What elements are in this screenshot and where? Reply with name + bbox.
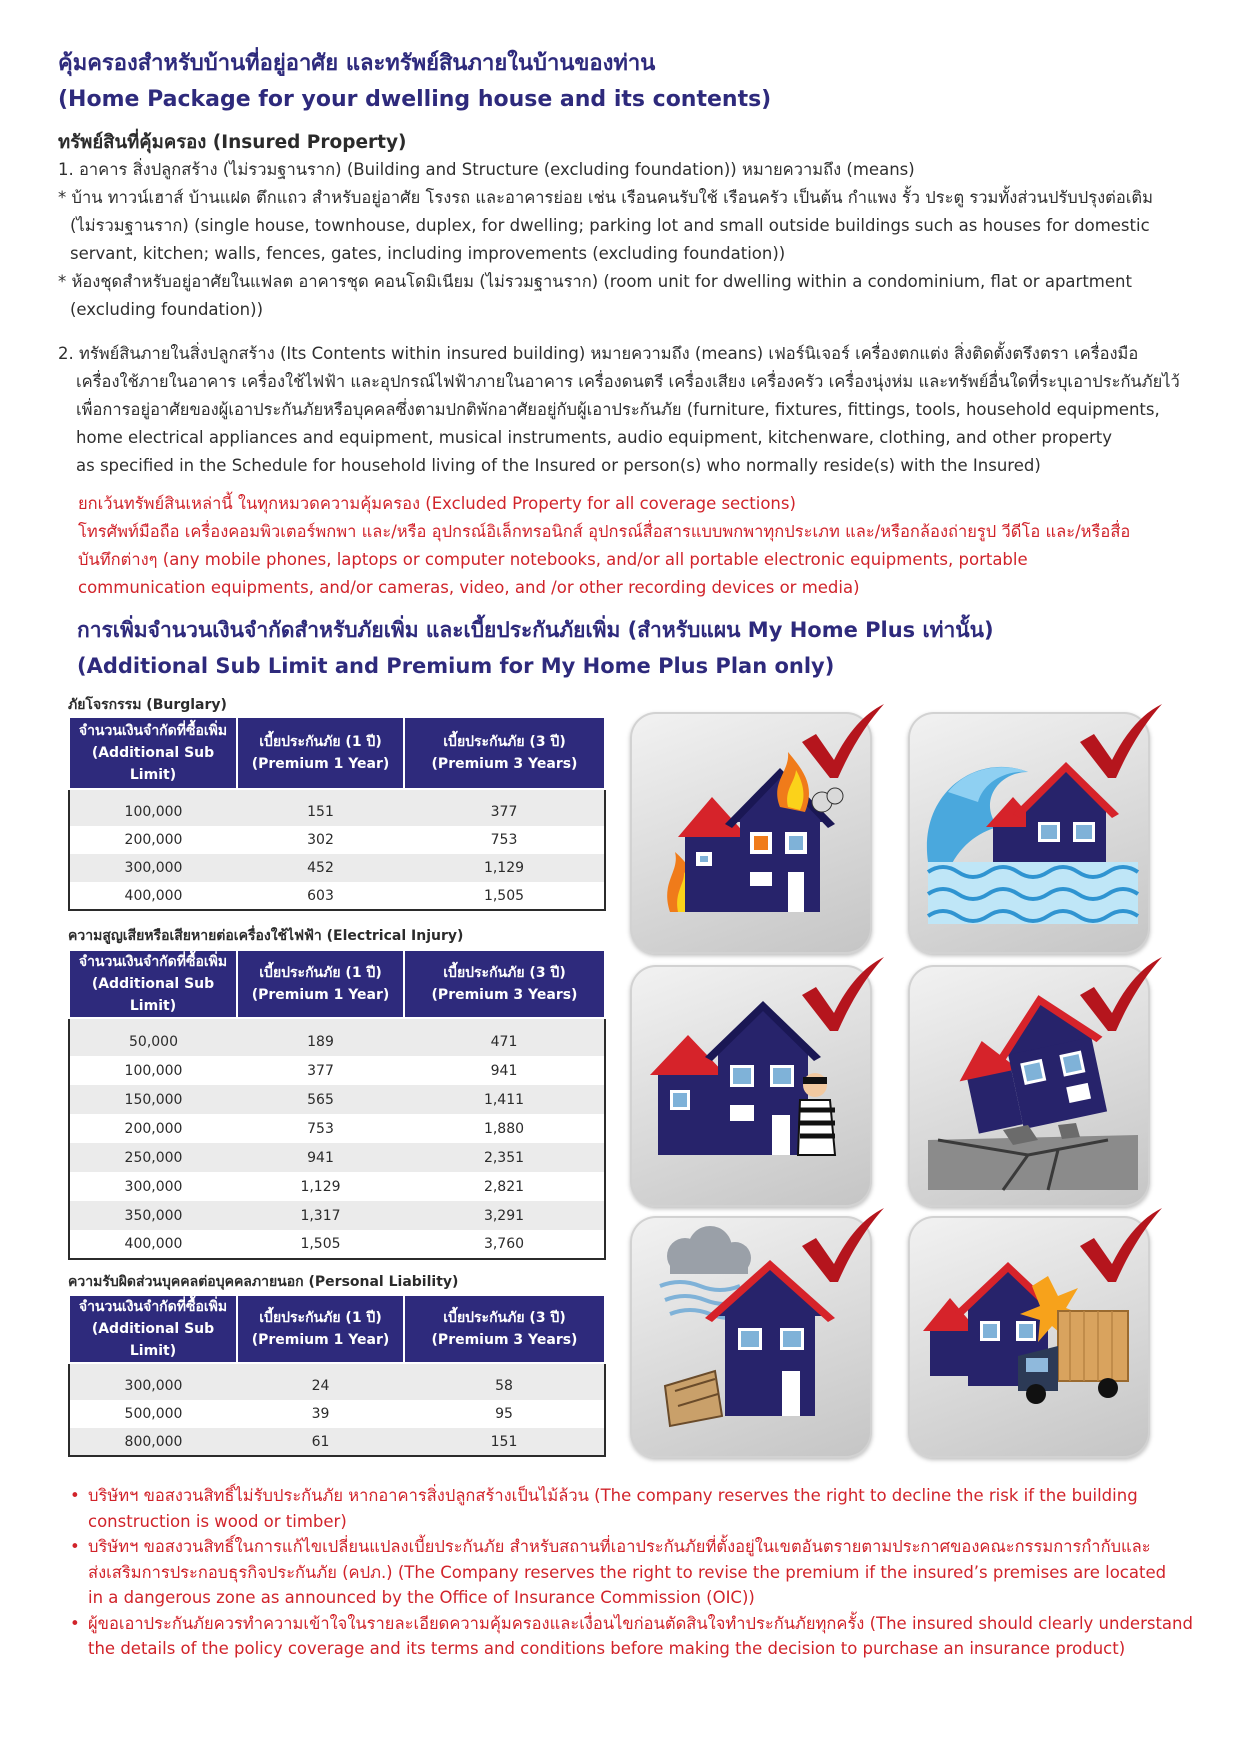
sub-limit-cell: 100,000 xyxy=(69,798,237,826)
premium-3-years-cell: 1,505 xyxy=(404,882,605,910)
insured-property-line: (ไม่รวมฐานราก) (single house, townhouse, duplex, for dwelling; parking lot and small outside buildings such as houses for domestic xyxy=(70,216,1150,235)
insured-property-line: as specified in the Schedule for household living of the Insured or person(s) who normally reside(s) with the Insured) xyxy=(76,456,1041,475)
note-line: ส่งเสริมการประกอบธุรกิจประกันภัย (คปภ.) (The Company reserves the right to revise the premium if the insured’s premises are located xyxy=(88,1562,1167,1582)
sub-limit-cell: 100,000 xyxy=(69,1056,237,1085)
column-header-sub-limit: จำนวนเงินจำกัดที่ซื้อเพิ่ม (Additional Sub Limit) xyxy=(69,717,237,789)
premium-1-year-cell: 61 xyxy=(237,1428,404,1456)
table-spacer-row xyxy=(69,789,605,798)
excluded-property-line: communication equipments, and/or cameras, video, and /or other recording devices or media) xyxy=(78,578,860,597)
premium-3-years-cell: 753 xyxy=(404,826,605,854)
table-row xyxy=(69,882,605,910)
insured-property-line: * บ้าน ทาวน์เฮาส์ บ้านแฝด ตึกแถว สำหรับอยู่อาศัย โรงรถ และอาคารย่อย เช่น เรือนคนรับใช้ เรือนครัว เป็นต้น กำแพง รั้ว ประตู รวมทั้งส่วนปรับปรุงต่อเติม xyxy=(58,188,1154,207)
insured-property-line: เครื่องใช้ภายในอาคาร เครื่องใช้ไฟฟ้า และอุปกรณ์ไฟฟ้าภายในอาคาร เครื่องดนตรี เครื่องเสียง เครื่องครัว เครื่องนุ่งห่ม และทรัพย์อื่นใดที่ระบุเอาประกันภัยไว้ xyxy=(76,372,1180,391)
premium-1-year-cell: 1,129 xyxy=(237,1172,404,1201)
note-line: บริษัทฯ ขอสงวนสิทธิ์ไม่รับประกันภัย หากอาคารสิ่งปลูกสร้างเป็นไม้ล้วน (The company reserves the right to decline the risk if the building xyxy=(88,1486,1138,1505)
burglary-table xyxy=(68,716,606,911)
premium-3-years-cell: 58 xyxy=(404,1372,605,1400)
column-header-sub-limit: จำนวนเงินจำกัดที่ซื้อเพิ่ม (Additional Sub Limit) xyxy=(69,1295,237,1363)
note-item xyxy=(70,1483,1200,1534)
table-row xyxy=(69,1056,605,1085)
sub-limit-cell: 400,000 xyxy=(69,882,237,910)
check-mark-icon xyxy=(1076,702,1166,782)
premium-3-years-cell: 377 xyxy=(404,798,605,826)
personal-liability-table xyxy=(68,1294,606,1457)
premium-1-year-cell: 377 xyxy=(237,1056,404,1085)
sub-limit-cell: 800,000 xyxy=(69,1428,237,1456)
table-row xyxy=(69,1230,605,1259)
premium-1-year-cell: 302 xyxy=(237,826,404,854)
additional-sub-limit-title xyxy=(77,612,994,684)
premium-1-year-cell: 1,317 xyxy=(237,1201,404,1230)
premium-1-year-cell: 39 xyxy=(237,1400,404,1428)
note-line: construction is wood or timber) xyxy=(88,1511,347,1531)
bullet-icon: • xyxy=(70,1537,80,1556)
note-line: the details of the policy coverage and its terms and conditions before making the decision to purchase an insurance product) xyxy=(88,1639,1126,1658)
page-title-english: (Home Package for your dwelling house and its contents) xyxy=(58,87,772,112)
insured-property-line: 1. อาคาร สิ่งปลูกสร้าง (ไม่รวมฐานราก) (Building and Structure (excluding foundation)) หมายความถึง (means) xyxy=(58,160,915,179)
premium-1-year-cell: 1,505 xyxy=(237,1230,404,1259)
premium-3-years-cell: 1,129 xyxy=(404,854,605,882)
electrical-table-caption: ความสูญเสียหรือเสียหายต่อเครื่องใช้ไฟฟ้า (Electrical Injury) xyxy=(68,928,464,944)
bullet-icon: • xyxy=(70,1613,80,1633)
sub-limit-cell: 200,000 xyxy=(69,826,237,854)
additional-title-english: (Additional Sub Limit and Premium for My Home Plus Plan only) xyxy=(77,654,835,678)
table-row xyxy=(69,1027,605,1056)
premium-3-years-cell: 2,351 xyxy=(404,1143,605,1172)
table-row xyxy=(69,1201,605,1230)
excluded-property-line: โทรศัพท์มือถือ เครื่องคอมพิวเตอร์พกพา และ/หรือ อุปกรณ์อิเล็กทรอนิกส์ อุปกรณ์สื่อสารแบบพกพาทุกประเภท และ/หรือกล้องถ่ายรูป วีดีโอ และ/หรือสื่อ xyxy=(78,522,1131,541)
column-header-sub-limit: จำนวนเงินจำกัดที่ซื้อเพิ่ม (Additional Sub Limit) xyxy=(69,950,237,1018)
burglary-table-caption: ภัยโจรกรรม (Burglary) xyxy=(68,697,227,713)
check-mark-icon xyxy=(798,1206,888,1286)
liability-table-caption: ความรับผิดส่วนบุคคลต่อบุคคลภายนอก (Personal Liability) xyxy=(68,1274,459,1290)
additional-title-thai: การเพิ่มจำนวนเงินจำกัดสำหรับภัยเพิ่ม และเบี้ยประกันภัยเพิ่ม (สำหรับแผน My Home Plus เท่านั้น) xyxy=(77,618,994,642)
flood-house-icon xyxy=(908,712,1150,954)
premium-1-year-cell: 753 xyxy=(237,1114,404,1143)
table-row xyxy=(69,1143,605,1172)
table-spacer-row xyxy=(69,1018,605,1027)
premium-3-years-cell: 471 xyxy=(404,1027,605,1056)
note-line: in a dangerous zone as announced by the Office of Insurance Commission (OIC)) xyxy=(88,1588,755,1607)
insured-property-line: 2. ทรัพย์สินภายในสิ่งปลูกสร้าง (Its Contents within insured building) หมายความถึง (means) เฟอร์นิเจอร์ เครื่องตกแต่ง สิ่งติดตั้งตรึงตรา เครื่องมือ xyxy=(58,344,1139,363)
table-row xyxy=(69,1400,605,1428)
note-item xyxy=(70,1611,1200,1662)
sub-limit-cell: 200,000 xyxy=(69,1114,237,1143)
table-row xyxy=(69,1172,605,1201)
premium-3-years-cell: 1,411 xyxy=(404,1085,605,1114)
insured-property-heading: ทรัพย์สินที่คุ้มครอง (Insured Property) xyxy=(58,132,407,153)
sub-limit-cell: 300,000 xyxy=(69,1172,237,1201)
insured-property-line: servant, kitchen; walls, fences, gates, including improvements (excluding foundation)) xyxy=(70,244,786,263)
column-header-premium-3-years: เบี้ยประกันภัย (3 ปี) (Premium 3 Years) xyxy=(404,717,605,789)
sub-limit-cell: 250,000 xyxy=(69,1143,237,1172)
table-spacer-row xyxy=(69,1363,605,1372)
table-row xyxy=(69,798,605,826)
table-row xyxy=(69,826,605,854)
earthquake-house-icon xyxy=(908,965,1150,1207)
premium-1-year-cell: 603 xyxy=(237,882,404,910)
storm-house-icon xyxy=(630,1216,872,1458)
premium-1-year-cell: 151 xyxy=(237,798,404,826)
insured-property-line: * ห้องชุดสำหรับอยู่อาศัยในแฟลต อาคารชุด คอนโดมิเนียม (ไม่รวมฐานราก) (room unit for dwelling within a condominium, flat or apartment xyxy=(58,272,1132,291)
sub-limit-cell: 150,000 xyxy=(69,1085,237,1114)
note-line: บริษัทฯ ขอสงวนสิทธิ์ในการแก้ไขเปลี่ยนแปลงเบี้ยประกันภัย สำหรับสถานที่เอาประกันภัยที่ตั้งอยู่ในเขตอันตรายตามประกาศของคณะกรรมการกำกับและ xyxy=(88,1537,1151,1556)
premium-3-years-cell: 95 xyxy=(404,1400,605,1428)
sub-limit-cell: 400,000 xyxy=(69,1230,237,1259)
sub-limit-cell: 350,000 xyxy=(69,1201,237,1230)
excluded-property-line: บันทึกต่างๆ (any mobile phones, laptops or computer notebooks, and/or all portable electronic equipments, portable xyxy=(78,550,1028,569)
premium-1-year-cell: 189 xyxy=(237,1027,404,1056)
excluded-property-heading: ยกเว้นทรัพย์สินเหล่านี้ ในทุกหมวดความคุ้มครอง (Excluded Property for all coverage sections) xyxy=(78,494,796,513)
bullet-icon: • xyxy=(70,1486,80,1505)
page-title-thai: คุ้มครองสำหรับบ้านที่อยู่อาศัย และทรัพย์สินภายในบ้านของท่าน xyxy=(58,51,656,76)
sub-limit-cell: 300,000 xyxy=(69,1372,237,1400)
premium-1-year-cell: 565 xyxy=(237,1085,404,1114)
page-title xyxy=(58,46,771,118)
vehicle-impact-house-icon xyxy=(908,1216,1150,1458)
sub-limit-cell: 500,000 xyxy=(69,1400,237,1428)
burglary-house-icon xyxy=(630,965,872,1207)
note-item xyxy=(70,1534,1200,1611)
insured-property-line: เพื่อการอยู่อาศัยของผู้เอาประกันภัยหรือบุคคลซึ่งตามปกติพักอาศัยอยู่กับผู้เอาประกันภัย (furniture, fixtures, fittings, tools, household equipments, xyxy=(76,400,1160,419)
insured-property-line: (excluding foundation)) xyxy=(70,300,264,319)
premium-3-years-cell: 2,821 xyxy=(404,1172,605,1201)
insured-property-line: home electrical appliances and equipment, musical instruments, audio equipment, kitchenware, clothing, and other property xyxy=(76,428,1113,447)
column-header-premium-1-year: เบี้ยประกันภัย (1 ปี) (Premium 1 Year) xyxy=(237,717,404,789)
note-line: ผู้ขอเอาประกันภัยควรทำความเข้าใจในรายละเอียดความคุ้มครองและเงื่อนไขก่อนตัดสินใจทำประกันภัยทุกครั้ง (The insured should clearly understand xyxy=(88,1613,1193,1633)
premium-3-years-cell: 3,760 xyxy=(404,1230,605,1259)
table-row xyxy=(69,854,605,882)
premium-1-year-cell: 452 xyxy=(237,854,404,882)
column-header-premium-3-years: เบี้ยประกันภัย (3 ปี) (Premium 3 Years) xyxy=(404,950,605,1018)
premium-3-years-cell: 941 xyxy=(404,1056,605,1085)
electrical-injury-table xyxy=(68,949,606,1260)
column-header-premium-1-year: เบี้ยประกันภัย (1 ปี) (Premium 1 Year) xyxy=(237,1295,404,1363)
column-header-premium-1-year: เบี้ยประกันภัย (1 ปี) (Premium 1 Year) xyxy=(237,950,404,1018)
premium-1-year-cell: 24 xyxy=(237,1372,404,1400)
table-row xyxy=(69,1372,605,1400)
check-mark-icon xyxy=(1076,955,1166,1035)
sub-limit-cell: 300,000 xyxy=(69,854,237,882)
check-mark-icon xyxy=(1076,1206,1166,1286)
table-row xyxy=(69,1428,605,1456)
sub-limit-cell: 50,000 xyxy=(69,1027,237,1056)
premium-3-years-cell: 3,291 xyxy=(404,1201,605,1230)
premium-1-year-cell: 941 xyxy=(237,1143,404,1172)
premium-3-years-cell: 1,880 xyxy=(404,1114,605,1143)
table-row xyxy=(69,1114,605,1143)
table-row xyxy=(69,1085,605,1114)
column-header-premium-3-years: เบี้ยประกันภัย (3 ปี) (Premium 3 Years) xyxy=(404,1295,605,1363)
premium-3-years-cell: 151 xyxy=(404,1428,605,1456)
check-mark-icon xyxy=(798,702,888,782)
footer-notes xyxy=(70,1483,1200,1662)
check-mark-icon xyxy=(798,955,888,1035)
fire-house-icon xyxy=(630,712,872,954)
